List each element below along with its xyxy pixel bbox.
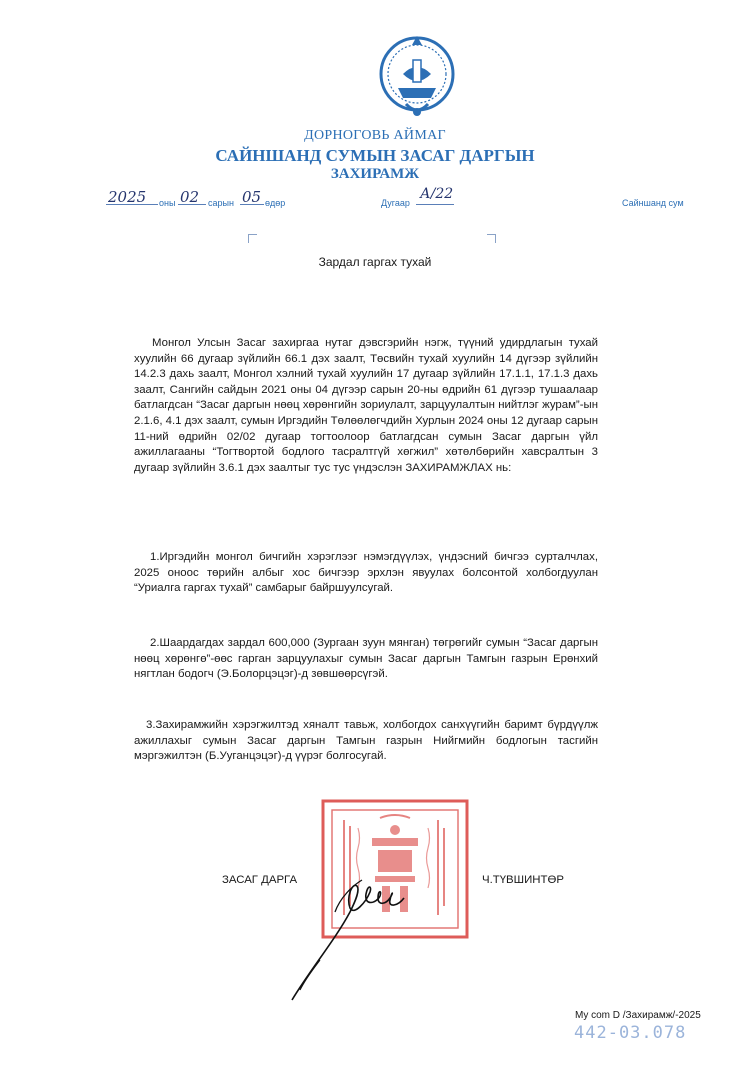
serial-number-stamp: 442-03.078 [574, 1023, 687, 1043]
document-reference: My com D /Захирамж/-2025 [575, 1010, 701, 1021]
month-label: сарын [208, 198, 234, 208]
day-handwritten: 05 [242, 188, 262, 206]
office-name: САЙНШАНД СУМЫН ЗАСАГ ДАРГЫН [215, 146, 535, 165]
order-item-2: 2.Шаардагдах зардал 600,000 (Зургаан зуун мянган) төгрөгийг сумын “Засаг даргын нөөц хөрөнгө”-өөс гарган зарцуулахыг сумын Засаг даргын Тамгын газрын Ерөнхий нягтлан бодогч (Э.Болорцэцэг)-д зөвшөөрсүгэй. [134, 637, 598, 681]
day-label: өдөр [265, 198, 286, 208]
number-label: Дугаар [381, 198, 410, 208]
order-item-1: 1.Иргэдийн монгол бичгийн хэрэглээг нэмэгдүүлэх, үндэсний бичгээ сурталчлах, 2025 оноос төрийн албыг хос бичгээр эрхлэн явуулах болсонтой холбогдуулан “Уриалга гаргах тухай” самбарыг байршуулсугай. [134, 551, 598, 595]
date-line [0, 186, 750, 214]
month-handwritten: 02 [180, 188, 200, 206]
document-type: ЗАХИРАМЖ [330, 166, 420, 182]
year-label: оны [159, 198, 176, 208]
corner-mark-right [487, 234, 496, 243]
corner-mark-left [248, 234, 257, 243]
place-name: Сайншанд сум [622, 198, 684, 208]
handwritten-signature [280, 850, 430, 1010]
year-handwritten: 2025 [108, 188, 147, 206]
preamble-paragraph: Монгол Улсын Засаг захиргаа нутаг дэвсгэрийн нэгж, түүний удирдлагын тухай хуулийн 66 дугаар зүйлийн 66.1 дэх заалт, Төсвийн тухай хуулийн 14 дүгээр зүйлийн 14.2.3 дахь заалт, Монгол хэлний тухай хуулийн 17 дугаар зүйлийн 17.1.1, 17.1.3 дахь заалт, Сангийн сайдын 2021 оны 04 дүгээр сарын 20-ны өдрийн 61 дүгээр тушаалаар батлагдсан “Засаг даргын нөөц хөрөнгийн зориулалт, зарцуулалтын нийтлэг журам”-ын 2.1.6, 4.1 дэх заалт, сумын Иргэдийн Төлөөлөгчдийн Хурлын 2024 оны 12 дугаар сарын 11-ний өдрийн 02/02 дугаар тогтоолоор батлагдсан сумын Засаг даргын үйл ажиллагааны “Тогтвортой бодлого тасралтгүй хөгжил” хөтөлбөрийн хавсралтын 3 дугаар зүйлийн 3.6.1 дэх заалтыг тус тус үндэслэн ЗАХИРАМЖЛАХ нь: [134, 337, 598, 474]
aimag-name: ДОРНОГОВЬ АЙМАГ [304, 128, 446, 143]
order-number-handwritten: А/22 [420, 186, 454, 202]
signatory-title: ЗАСАГ ДАРГА [222, 874, 298, 886]
state-emblem-icon [376, 30, 458, 122]
order-item-3: 3.Захирамжийн хэрэгжилтэд хяналт тавьж, холбогдох санхүүгийн баримт бүрдүүлж ажиллахыг сумын Засаг даргын Тамгын газрын Нийгмийн бодлогын тасгийн мэргэжилтэн (Б.Ууганцэцэг)-д үүрэг болгосугай. [134, 719, 598, 763]
document-subject: Зардал гаргах тухай [318, 255, 432, 269]
signatory-name: Ч.ТҮВШИНТӨР [482, 874, 564, 886]
